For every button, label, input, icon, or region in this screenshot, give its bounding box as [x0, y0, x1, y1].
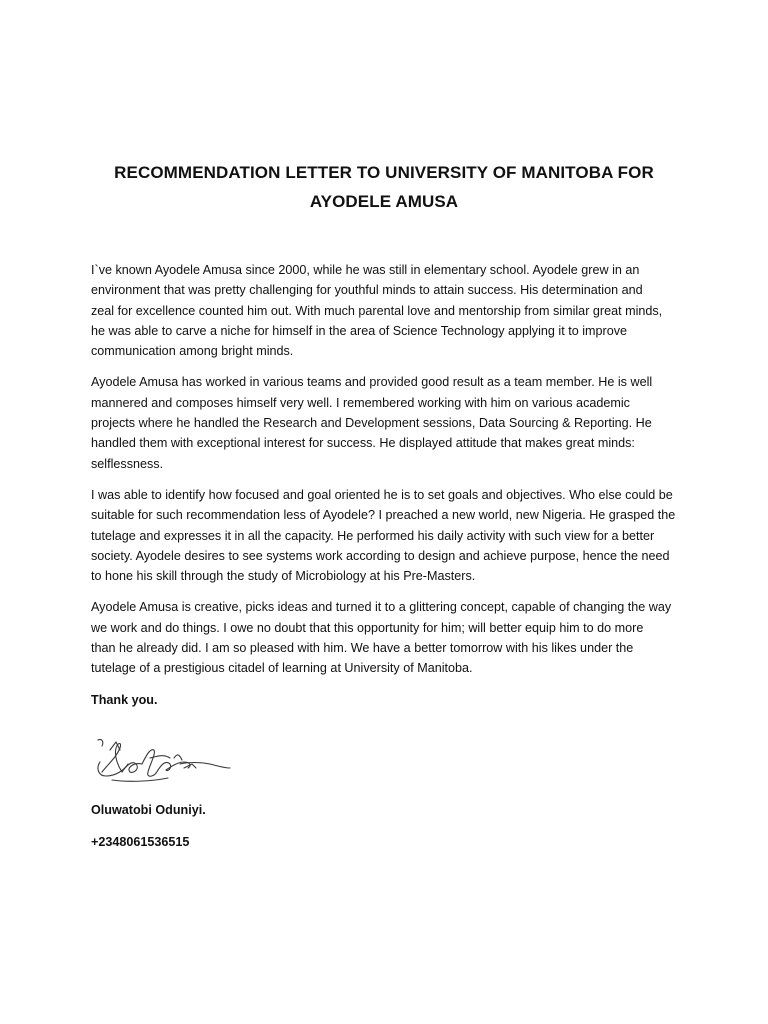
- body-line: mannered and composes himself very well. I remembered working with him on various academic: [91, 395, 630, 410]
- body-line: handled them with exceptional interest for success. He displayed attitude that makes great minds:: [91, 436, 635, 451]
- paragraph-4: [91, 597, 683, 678]
- title-line: AYODELE AMUSA: [309, 192, 459, 211]
- signer-phone: +2348061536515: [91, 835, 190, 849]
- body-line: environment that was pretty challenging for youthful minds to attain success. His determination and: [91, 283, 643, 298]
- paragraph-1: [91, 260, 683, 361]
- body-line: he was able to carve a niche for himself in the area of Science Technology applying it to improve: [91, 323, 628, 338]
- body-line: we work and do things. I owe no doubt that this opportunity for him; will better equip him to do more: [91, 620, 644, 635]
- body-line: I`ve known Ayodele Amusa since 2000, while he was still in elementary school. Ayodele grew in an: [91, 263, 640, 277]
- paragraph-2: [91, 372, 683, 473]
- body-line: tutelage and expresses it in all the capacity. He performed his daily activity with such view for a better: [91, 528, 655, 543]
- body-line: projects where he handled the Research and Development sessions, Data Sourcing & Reporting. He: [91, 416, 652, 431]
- body-line: communication among bright minds.: [91, 344, 294, 359]
- body-line: zeal for excellence counted him out. With much parental love and mentorship from similar great minds,: [91, 303, 663, 318]
- letter-body: [91, 260, 683, 710]
- body-line: suitable for such recommendation less of Ayodele? I preached a new world, new Nigeria. He grasped the: [91, 508, 676, 523]
- paragraph-3: [91, 485, 683, 586]
- body-line: to hone his skill through the study of Microbiology at his Pre-Masters.: [91, 569, 476, 584]
- body-line: society. Ayodele desires to see systems work according to design and achieve purpose, hence the need: [91, 548, 670, 563]
- body-line: than he already did. I am so pleased with him. We have a better tomorrow with his likes under the: [91, 641, 634, 656]
- body-line: selflessness.: [91, 456, 164, 471]
- body-line: tutelage of a prestigious citadel of learning at University of Manitoba.: [91, 661, 473, 676]
- body-line: Ayodele Amusa has worked in various teams and provided good result as a team member. He is well: [91, 375, 653, 390]
- handwritten-signature: [92, 728, 234, 790]
- title-line: RECOMMENDATION LETTER TO UNIVERSITY OF MANITOBA FOR: [114, 163, 654, 182]
- signer-name: Oluwatobi Oduniyi.: [91, 803, 206, 817]
- letter-title: [0, 158, 768, 216]
- closing-line: Thank you.: [91, 692, 158, 707]
- body-line: Ayodele Amusa is creative, picks ideas and turned it to a glittering concept, capable of changing the way: [91, 600, 672, 615]
- body-line: I was able to identify how focused and goal oriented he is to set goals and objectives. Who else could be: [91, 487, 673, 502]
